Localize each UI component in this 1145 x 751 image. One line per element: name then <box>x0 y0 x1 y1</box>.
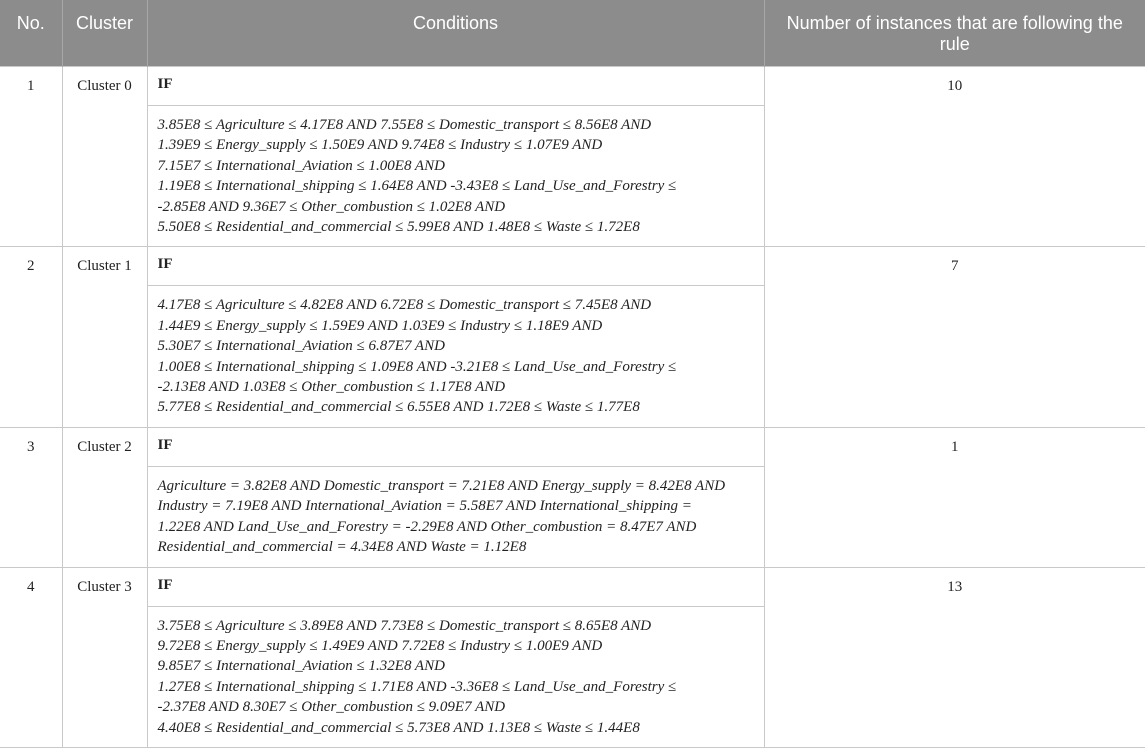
header-conditions: Conditions <box>147 0 764 67</box>
condition-line: 5.30E7 ≤ International_Aviation ≤ 6.87E7 AND <box>157 338 445 355</box>
condition-line: Residential_and_commercial = 4.34E8 AND Waste = 1.12E8 <box>157 539 527 556</box>
if-label: IF <box>147 427 764 466</box>
condition-text <box>147 286 764 427</box>
condition-line: 1.00E8 ≤ International_shipping ≤ 1.09E8 AND -3.21E8 ≤ Land_Use_and_Forestry ≤ <box>157 358 677 375</box>
condition-line: 7.15E7 ≤ International_Aviation ≤ 1.00E8 AND <box>157 157 445 174</box>
table-row <box>0 567 1145 606</box>
condition-line: 4.40E8 ≤ Residential_and_commercial ≤ 5.73E8 AND 1.13E8 ≤ Waste ≤ 1.44E8 <box>157 719 640 736</box>
if-label: IF <box>147 247 764 286</box>
instance-count: 1 <box>764 427 1145 567</box>
condition-text <box>147 606 764 747</box>
condition-text <box>147 466 764 567</box>
row-number: 4 <box>0 567 62 747</box>
condition-line: Agriculture = 3.82E8 AND Domestic_transport = 7.21E8 AND Energy_supply = 8.42E8 AND <box>157 477 726 494</box>
header-cluster: Cluster <box>62 0 147 67</box>
instance-count: 7 <box>764 247 1145 427</box>
condition-text <box>147 106 764 247</box>
instance-count: 13 <box>764 567 1145 747</box>
condition-line: Industry = 7.19E8 AND International_Aviation = 5.58E7 AND International_shipping = <box>157 498 692 515</box>
header-row <box>0 0 1145 67</box>
condition-line: 9.85E7 ≤ International_Aviation ≤ 1.32E8 AND <box>157 658 445 675</box>
condition-line: -2.13E8 AND 1.03E8 ≤ Other_combustion ≤ 1.17E8 AND <box>157 379 506 396</box>
condition-line: 9.72E8 ≤ Energy_supply ≤ 1.49E9 AND 7.72E8 ≤ Industry ≤ 1.00E9 AND <box>157 637 603 654</box>
cluster-name: Cluster 0 <box>62 67 147 247</box>
header-no: No. <box>0 0 62 67</box>
if-label: IF <box>147 67 764 106</box>
condition-line: 1.19E8 ≤ International_shipping ≤ 1.64E8 AND -3.43E8 ≤ Land_Use_and_Forestry ≤ <box>157 178 677 195</box>
condition-line: 3.85E8 ≤ Agriculture ≤ 4.17E8 AND 7.55E8 ≤ Domestic_transport ≤ 8.56E8 AND <box>157 117 652 133</box>
condition-line: -2.37E8 AND 8.30E7 ≤ Other_combustion ≤ 9.09E7 AND <box>157 699 506 716</box>
cluster-name: Cluster 3 <box>62 567 147 747</box>
condition-line: 4.17E8 ≤ Agriculture ≤ 4.82E8 AND 6.72E8 ≤ Domestic_transport ≤ 7.45E8 AND <box>157 297 652 314</box>
row-number: 3 <box>0 427 62 567</box>
instance-count: 10 <box>764 67 1145 247</box>
condition-line: 1.39E9 ≤ Energy_supply ≤ 1.50E9 AND 9.74E8 ≤ Industry ≤ 1.07E9 AND <box>157 137 603 154</box>
condition-line: 5.50E8 ≤ Residential_and_commercial ≤ 5.99E8 AND 1.48E8 ≤ Waste ≤ 1.72E8 <box>157 219 640 236</box>
cluster-name: Cluster 2 <box>62 427 147 567</box>
table-row <box>0 67 1145 106</box>
table-row <box>0 247 1145 286</box>
condition-line: -2.85E8 AND 9.36E7 ≤ Other_combustion ≤ 1.02E8 AND <box>157 198 506 215</box>
condition-line: 1.44E9 ≤ Energy_supply ≤ 1.59E9 AND 1.03E9 ≤ Industry ≤ 1.18E9 AND <box>157 317 603 334</box>
if-label: IF <box>147 567 764 606</box>
condition-line: 3.75E8 ≤ Agriculture ≤ 3.89E8 AND 7.73E8 ≤ Domestic_transport ≤ 8.65E8 AND <box>157 617 652 634</box>
row-number: 2 <box>0 247 62 427</box>
table-row <box>0 427 1145 466</box>
row-number: 1 <box>0 67 62 247</box>
header-instances: Number of instances that are following the rule <box>764 0 1145 67</box>
condition-line: 5.77E8 ≤ Residential_and_commercial ≤ 6.55E8 AND 1.72E8 ≤ Waste ≤ 1.77E8 <box>157 399 640 416</box>
cluster-name: Cluster 1 <box>62 247 147 427</box>
condition-line: 1.22E8 AND Land_Use_and_Forestry = -2.29E8 AND Other_combustion = 8.47E7 AND <box>157 518 697 535</box>
condition-line: 1.27E8 ≤ International_shipping ≤ 1.71E8 AND -3.36E8 ≤ Land_Use_and_Forestry ≤ <box>157 678 677 695</box>
